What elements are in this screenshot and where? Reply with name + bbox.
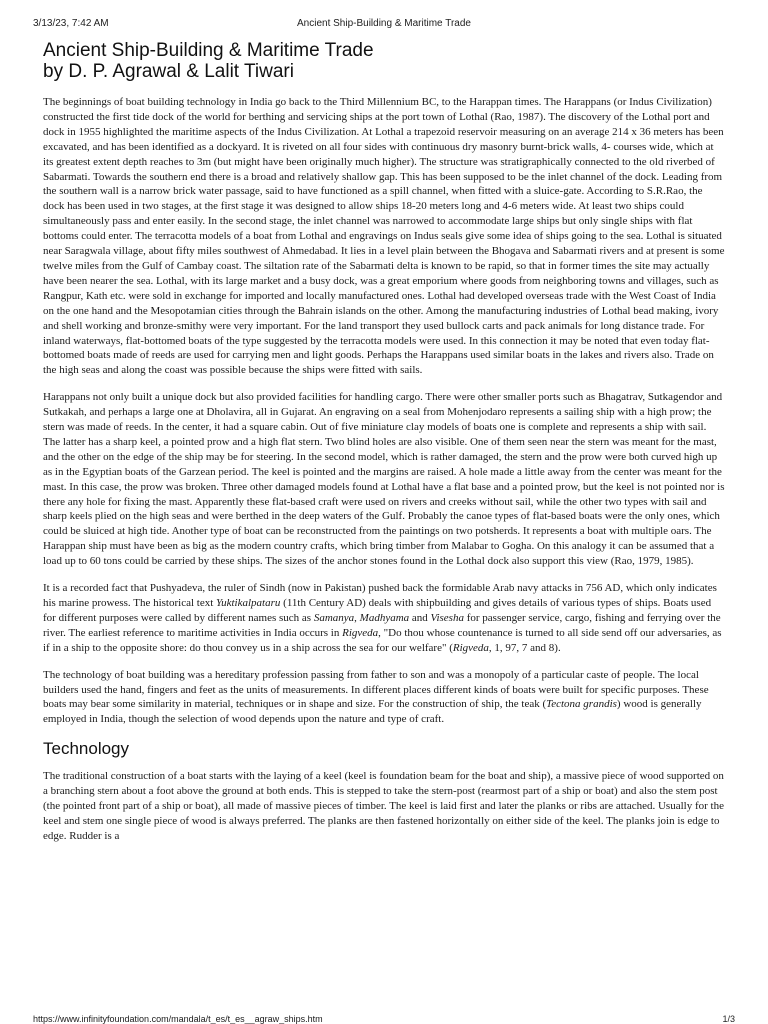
p3-text: (11th Century AD) deals with shipbuilding and gives details of various types of ships. Boats used for different purposes were called by different names such as [43, 597, 712, 624]
paragraph-3 [43, 581, 725, 656]
p3-italic-samanya: Samanya [313, 611, 355, 624]
paragraph-2: Harappans not only built a unique dock but also provided facilities for handling cargo. There were other smaller ports such as Bhagatrav, Sutkagendor and Sutkakah, and perhaps a large one at Dholavira, all in Gujarat. An engraving on a seal from Mohenjodaro represents a sailing ship with a high prow; the stern was made of reeds. In the center, it had a square cabin. Out of five miniature clay models of boats one is complete and represents a ship with sail. The latter has a sharp keel, a pointed prow and a high flat stern. Two blind holes are also visible. One of them seen near the stern was meant for the mast, and the other on the edge of the ship may be for steering. In the second model, which is rather damaged, the stern and the prow were both curved high up as in the Egyptian boats of the Garzean period. The keel is pointed and the margins are raised. A hole made a little away from the center was meant for the mast. In this case, the prow was broken. Three other damaged models found at Lothal have a flat base and a pointed prow, but the keel is not pointed nor is there any hole for fixing the mast. Apparently these flat-based craft were used on rivers and creeks without sail, while the other two types with sail and sharp keels plied on the high seas and were berthed in the deep waters of the Gulf. Probably the canoe types of flat-based boats were the only ones, which could be sluiced at high tide. Another type of boat can be reconstructed from the paintings on two potsherds. It represents a boat with multiple oars. The Harappan ship must have been as big as the modern country crafts, which bring timber from Malabar to Gogha. On this analogy it can be assumed that a load up to 60 tons could be carried by these ships. The sizes of the anchor stones found in the Lothal dock also support this view (Rao, 1979, 1985). [43, 391, 725, 568]
article-title-line: Ancient Ship-Building & Maritime Trade [43, 40, 374, 61]
p3-text: , [354, 611, 360, 624]
article-title [43, 40, 725, 82]
p3-italic-yuktikalpataru: Yuktikalpataru [216, 597, 281, 609]
section-heading-technology: Technology [43, 739, 130, 759]
p3-italic-madhyama: Madhyama [359, 611, 410, 624]
article-byline: by D. P. Agrawal & Lalit Tiwari [43, 61, 294, 82]
p3-italic-rigveda: Rigveda [342, 626, 379, 639]
p4-text: The technology of boat building was a hereditary profession passing from father to son and was a monopoly of a particular caste of people. The local builders used the hand, fingers and feet as the units of measurements. In different places different kinds of boats were built for specific purposes. These boats may bear some similarity in material, techniques or in shape and size. For the construction of ship, the teak ( [43, 668, 709, 711]
p3-text: , "Do thou whose countenance is turned to all side send off our adversaries, as if in a ship to the opposite shore: do thou convey us in a ship across the sea for our welfare" ( [43, 626, 722, 654]
p3-text: and [409, 611, 431, 624]
paragraph-4 [43, 668, 725, 728]
p4-text: ) wood is generally employed in India, though the selection of wood depends upon the nature and type of craft. [43, 698, 702, 726]
print-page-title: Ancient Ship-Building & Maritime Trade [297, 18, 471, 29]
paragraph-1: The beginnings of boat building technology in India go back to the Third Millennium BC, to the Harappan times. The Harappans (or Indus Civilization) constructed the first tide dock of the world for berthing and servicing ships at the port town of Lothal (Rao, 1987). The discovery of the Lothal port and dock in 1955 highlighted the maritime aspects of the Indus Civilization. At Lothal a trapezoid reservoir measuring on an average 214 x 36 meters has been excavated, and has been identified as a dockyard. It is riveted on all four sides with continuous dry masonry burnt-brick walls, 4- courses wide, which at its greatest extent depth reaches to 3m (but might have been originally much higher). The structure was stratigraphically connected to the old riverbed of Sabarmati. Towards the southern end there is a broad and relatively shallow gap. This has been supposed to be the inlet channel of the dock. Leading from the southern wall is a narrow brick water passage, said to have functioned as a spill channel, when fitted with a sluice-gate. According to S.R.Rao, the dock has been used in two stages, at the first stage it was designed to allow ships 18-20 meters long and 4-6 meters wide. At least two ships could simultaneously pass and enter easily. In the second stage, the inlet channel was narrowed to accommodate large ships but only single ships with flat bottoms could enter. The terracotta models of a boat from Lothal and engravings on Indus seals give some idea of ships going to the sea. Lothal is situated near Saragwala village, about fifty miles southwest of Ahmedabad. It lies in a level plain between the Bhogava and Sabarmati rivers and at present is some twelve miles from the Gulf of Cambay coast. The siltation rate of the Sabarmati delta is known to be rapid, so that in former times the site may actually have been nearer the sea. Lothal, with its large market and a busy dock, was a great emporium where goods from neighboring towns and villages, such as Rangpur, Kath etc. were sold in exchange for imported and locally manufactured ones. Lothal had developed overseas trade with the West Coast of India on the one hand and the Mesopotamian cities through the Bahrain islands on the other. Among the manufacturing industries of Lothal bead making, ivory and shell working and bronze-smithy were very important. For the land transport they used bullock carts and pack animals for long distance trade. For inland waterways, flat-bottomed boats of the type suggested by the terracotta models were used. In this connection it may be noted that even today flat-bottomed boats made of reeds are used for carrying men and light goods. Perhaps the Harappans used similar boats in the lakes and rivers also. Trade on the high seas and along the coast was possible because the ships were fitted with sails. [43, 96, 725, 377]
page-url-link[interactable]: https://www.infinityfoundation.com/mandala/t_es/t_es__agraw_ships.htm [33, 1014, 323, 1024]
print-date: 3/13/23, 7:42 AM [33, 18, 109, 29]
p3-text: It is a recorded fact that Pushyadeva, the ruler of Sindh (now in Pakistan) pushed back the formidable Arab navy attacks in 756 AD, which only indicates his marine prowess. The historical text [43, 582, 717, 609]
page-number: 1/3 [722, 1014, 735, 1024]
p3-italic-rigveda-citation: Rigveda [452, 641, 489, 654]
p3-text: , 1, 97, 7 and 8). [488, 641, 561, 654]
article-content [43, 40, 725, 1006]
paragraph-5: The traditional construction of a boat starts with the laying of a keel (keel is foundation beam for the boat and ship), a massive piece of wood supported on a branching stern about a foot above the ground at both ends. This is stepped to take the stern-post (rearmost part of a ship or boat) and also the stem post (the pointed front part of a ship or boat), all made of massive pieces of timber. The keel is laid first and later the planks or ribs are attached. Usually for the keel and stem one single piece of wood is always preferred. The planks are then fastened horizontally on either side of the keel. The planks join is edge to edge. Rudder is a [43, 770, 724, 842]
p3-text: for passenger service, cargo, fishing and ferrying over the river. The earliest reference to maritime activities in India occurs in [43, 611, 721, 639]
p4-italic-tectona-grandis: Tectona grandis [546, 698, 617, 711]
p3-italic-visesha: Visesha [430, 611, 464, 624]
print-header [0, 10, 768, 29]
